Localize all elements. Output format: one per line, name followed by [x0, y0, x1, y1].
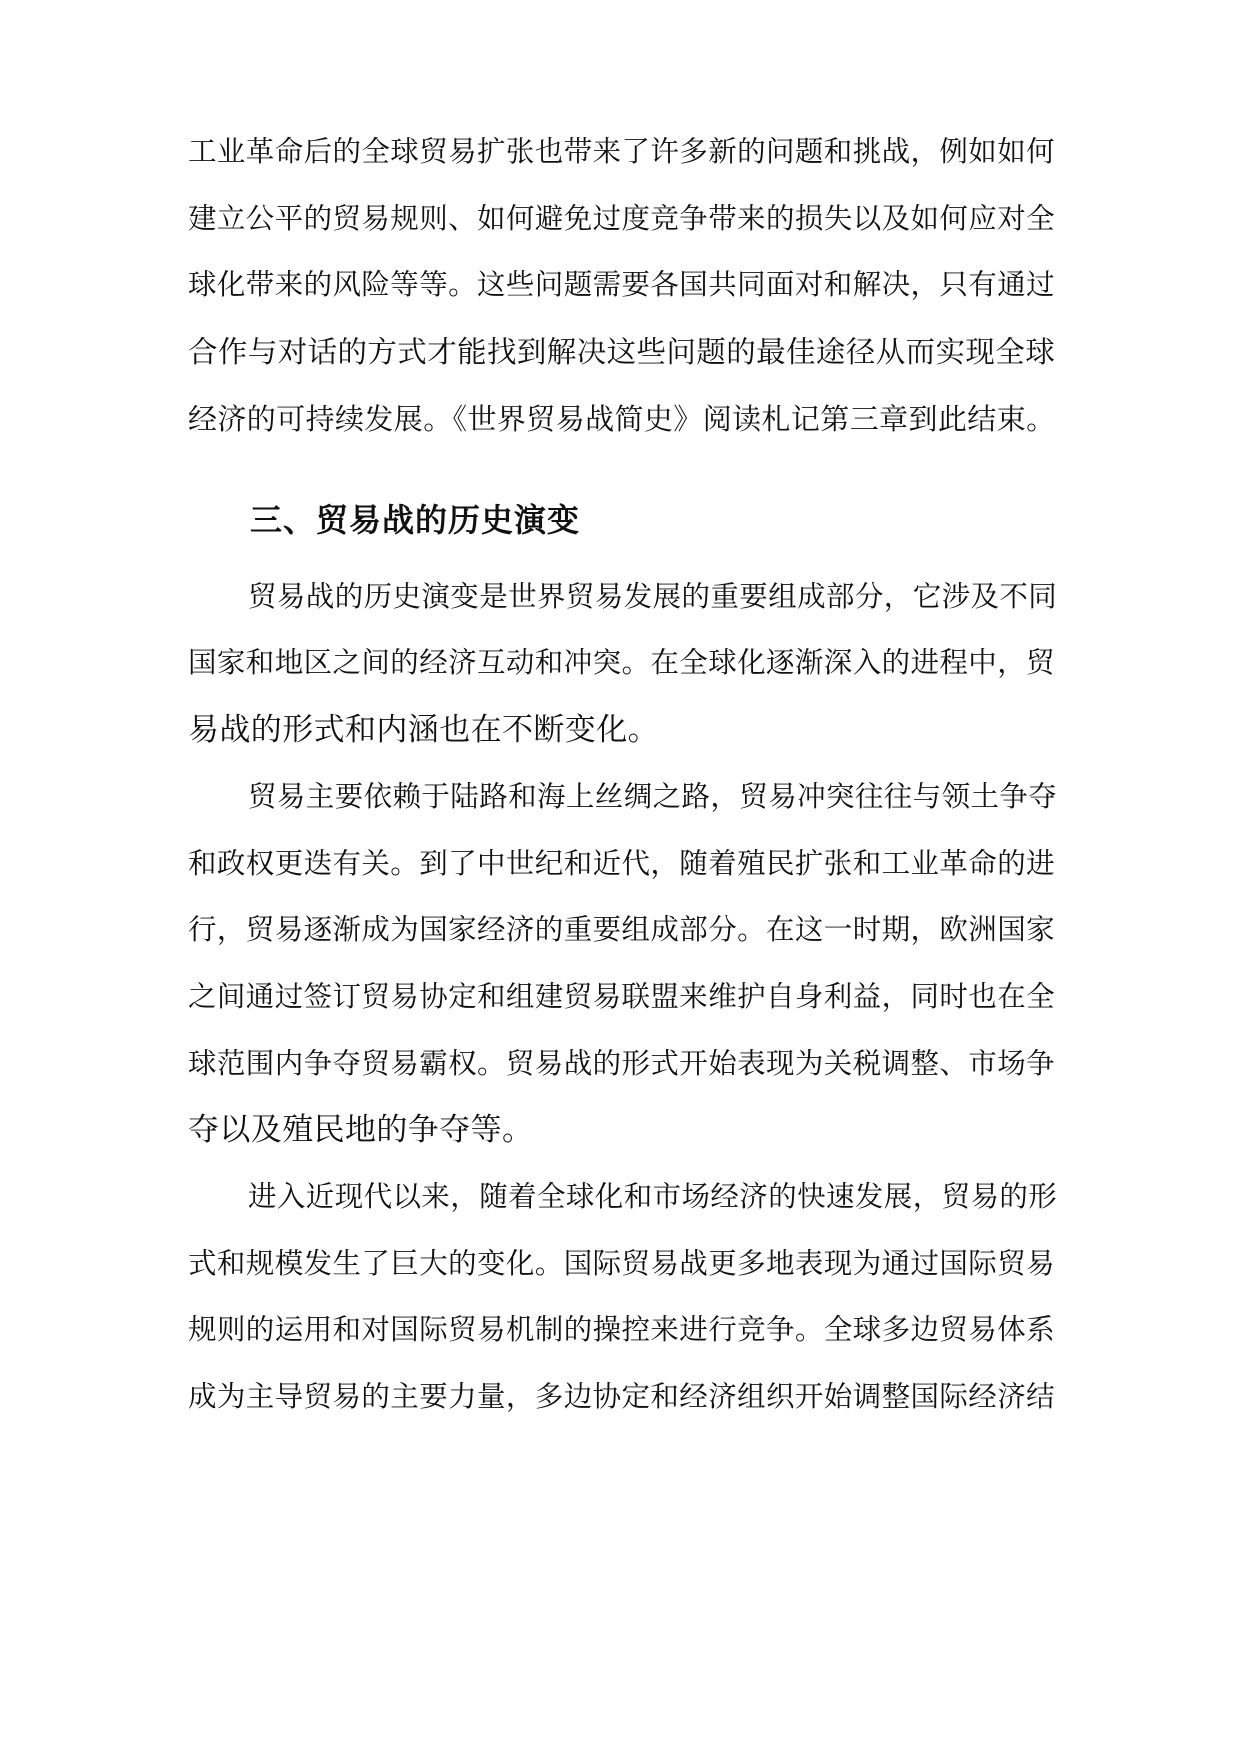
section-heading: 三、贸易战的历史演变 — [250, 501, 581, 539]
paragraph-2-line-3: 易战的形式和内涵也在不断变化。 — [188, 712, 659, 748]
paragraph-3-line-5: 球范围内争夺贸易霸权。贸易战的形式开始表现为关税调整、市场争 — [188, 1047, 1056, 1080]
paragraph-3-line-1: 贸易主要依赖于陆路和海上丝绸之路，贸易冲突往往与领土争夺 — [248, 780, 1058, 813]
paragraph-1-line-1: 工业革命后的全球贸易扩张也带来了许多新的问题和挑战，例如如何 — [188, 135, 1056, 168]
paragraph-1-line-4: 合作与对话的方式才能找到解决这些问题的最佳途径从而实现全球 — [188, 335, 1056, 369]
paragraph-1-line-3: 球化带来的风险等等。这些问题需要各国共同面对和解决，只有通过 — [188, 268, 1056, 301]
paragraph-4-line-4: 成为主导贸易的主要力量，多边协定和经济组织开始调整国际经济结 — [188, 1380, 1056, 1413]
paragraph-1-line-2: 建立公平的贸易规则、如何避免过度竞争带来的损失以及如何应对全 — [188, 202, 1056, 235]
paragraph-2-line-1: 贸易战的历史演变是世界贸易发展的重要组成部分，它涉及不同 — [248, 580, 1058, 613]
paragraph-4-line-1: 进入近现代以来，随着全球化和市场经济的快速发展，贸易的形 — [248, 1180, 1058, 1213]
paragraph-1-line-5: 经济的可持续发展。《世界贸易战简史》阅读札记第三章到此结束。 — [188, 402, 1056, 436]
paragraph-4-line-2: 式和规模发生了巨大的变化。国际贸易战更多地表现为通过国际贸易 — [188, 1247, 1056, 1280]
paragraph-2-line-2: 国家和地区之间的经济互动和冲突。在全球化逐渐深入的进程中，贸 — [188, 646, 1056, 679]
paragraph-3-line-4: 之间通过签订贸易协定和组建贸易联盟来维护自身利益，同时也在全 — [188, 980, 1056, 1013]
paragraph-3-line-3: 行，贸易逐渐成为国家经济的重要组成部分。在这一时期，欧洲国家 — [188, 913, 1056, 946]
paragraph-3-line-6: 夺以及殖民地的争夺等。 — [188, 1112, 534, 1148]
paragraph-4-line-3: 规则的运用和对国际贸易机制的操控来进行竞争。全球多边贸易体系 — [188, 1313, 1056, 1346]
paragraph-3-line-2: 和政权更迭有关。到了中世纪和近代，随着殖民扩张和工业革命的进 — [188, 847, 1056, 880]
